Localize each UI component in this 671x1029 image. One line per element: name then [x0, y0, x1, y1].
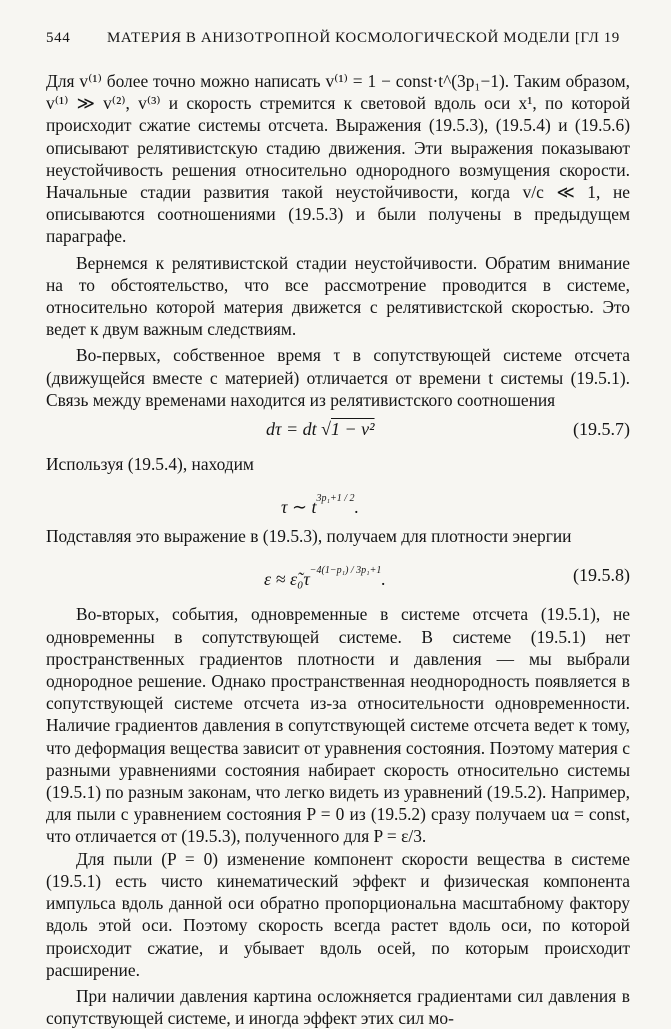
equation-exponent: −4(1−p₁) / 3p₁+1 [309, 565, 382, 577]
body-text [46, 70, 630, 1029]
equation-lhs: ε ≈ ε̃₀τ [264, 569, 310, 590]
paragraph-6: Во-вторых, события, одновременные в системе отсчета (19.5.1), не одновременны в сопутствующей системе. В системе (19.5.1) нет пространственных градиентов плотности и давления — мы выбрали однородное решение. Однако пространственная неоднородность появляется в сопутствующей системе отсчета из-за относительности одновременности. Наличие градиентов давления в сопутствующей системе отсчета ведет к тому, что деформация вещества зависит от уравнения состояния. Поэтому материя с разными уравнениями состояния набирает скорость относительно системы (19.5.1) по разным законам, что легко видеть из уравнений (19.5.2). Например, для пыли с уравнением состояния P = 0 из (19.5.2) сразу получаем uα = const, что отличается от (19.5.3), полученного для P = ε/3. [46, 604, 630, 847]
equation-19-5-7 [46, 411, 630, 453]
equation-tau [46, 475, 630, 525]
equation-19-5-8 [46, 547, 630, 597]
equation-lhs: dτ = dt [266, 419, 317, 440]
equation-expression: dτ = dt √1 − v² [266, 419, 375, 440]
paragraph-2: Вернемся к релятивистской стадии неустойчивости. Обратим внимание на то обстоятельство, что все рассмотрение проводится в системе, относительно которой материя движется с релятивистской скоростью. Это ведет к двум важным следствиям. [46, 252, 630, 340]
running-title: МАТЕРИЯ В АНИЗОТРОПНОЙ КОСМОЛОГИЧЕСКОЙ МОДЕЛИ [ГЛ 19 [107, 30, 620, 46]
equation-expression: τ ∼ $t^{3p_1+1 / 2}$. [281, 493, 360, 518]
paragraph-1: Для v⁽¹⁾ более точно можно написать v⁽¹⁾ = 1 − const·t^(3p₁−1). Таким образом, v⁽¹⁾ ≫ v⁽²⁾, v⁽³⁾ и скорость стремится к световой вдоль оси x¹, по которой происходит сжатие системы отсчета. Выражения (19.5.3), (19.5.4) и (19.5.6) описывают релятивистскую стадию движения. Эти выражения показывают неустойчивость решения относительно однородного возмущения скорости. Начальные стадии развития такой неустойчивости, когда v/c ≪ 1, не описываются соотношениями (19.5.3) и были получены в предыдущем параграфе. [46, 71, 630, 247]
equation-sqrt-arg: 1 − v² [330, 419, 375, 440]
page-number: 544 [46, 30, 71, 46]
equation-exponent: 3p₁+1 / 2 [316, 493, 355, 505]
equation-expression: $\varepsilon \approx \varepsiloñ_0\tau^{-4(1-p_1) / 3p_1+1}$. [264, 565, 386, 590]
paragraph-7: Для пыли (P = 0) изменение компонент скорости вещества в системе (19.5.1) есть чисто кинематический эффект и физическая компонента импульса вдоль данной оси обратно пропорциональна масштабному фактору вдоль этой оси. Поэтому скорость всегда растет вдоль оси, по которой происходит сжатие, и убывает вдоль осей, по которым происходит расширение. [46, 848, 630, 980]
paragraph-5: Подставляя это выражение в (19.5.3), получаем для плотности энергии [46, 526, 572, 547]
equation-lhs: τ ∼ t [281, 497, 317, 518]
page-header [46, 22, 631, 50]
paragraph-8: При наличии давления картина осложняется градиентами сил давления в сопутствующей системе, и иногда эффект этих сил мо- [46, 985, 630, 1029]
equation-number: (19.5.8) [573, 565, 630, 586]
equation-number: (19.5.7) [573, 419, 630, 440]
paragraph-4: Используя (19.5.4), находим [46, 454, 254, 475]
paragraph-3: Во-первых, собственное время τ в сопутствующей системе отсчета (движущейся вместе с материей) отличается от времени t системы (19.5.1). Связь между временами находится из релятивистского соотношения [46, 345, 630, 410]
